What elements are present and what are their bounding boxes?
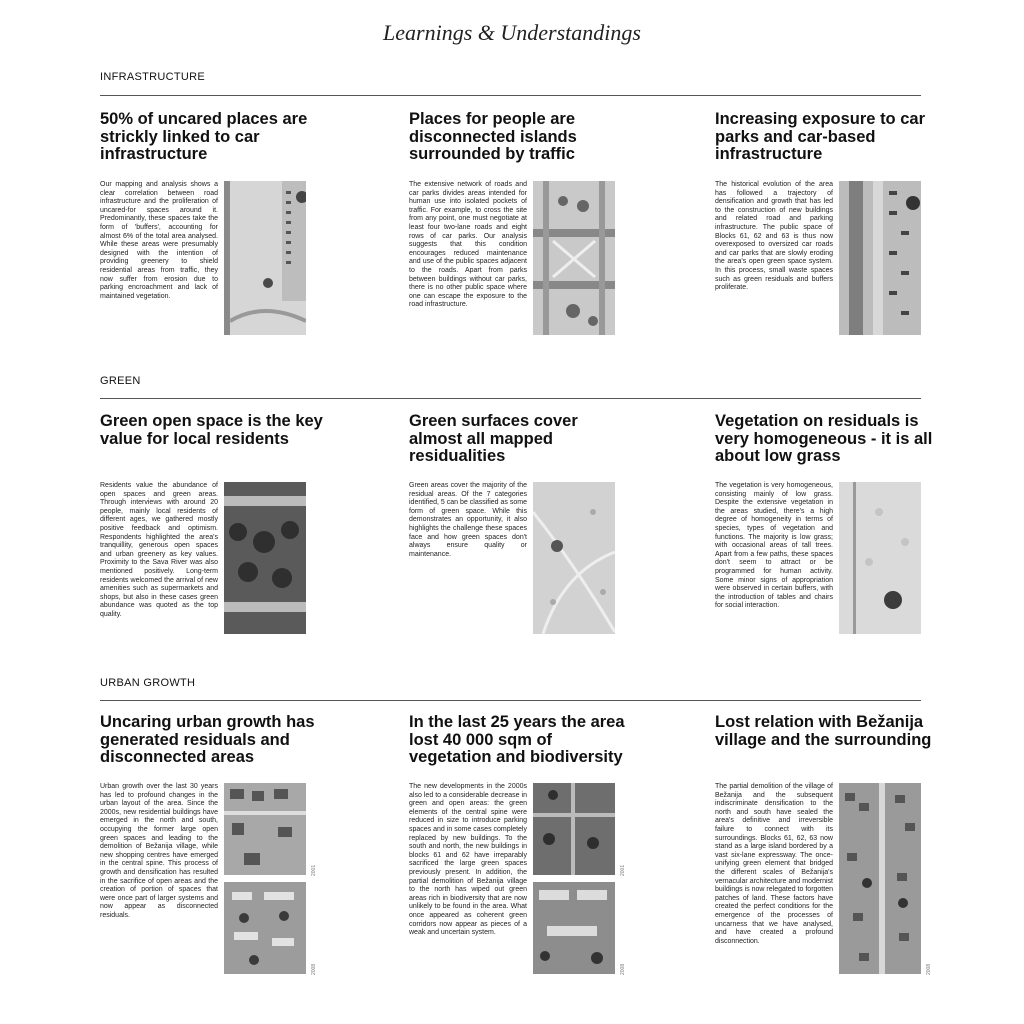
- section-label-urban-growth: URBAN GROWTH: [100, 677, 196, 689]
- year-label: 2008: [926, 963, 932, 975]
- section-label-green: GREEN: [100, 375, 141, 387]
- card-heading: Increasing exposure to car parks and car-based infrastructure: [715, 110, 925, 163]
- aerial-photo: [839, 482, 921, 634]
- aerial-photo: [839, 181, 921, 335]
- aerial-photo: [224, 482, 306, 634]
- year-label: 2001: [311, 864, 317, 876]
- page-title: Learnings & Understandings: [383, 20, 641, 45]
- aerial-photo: [533, 181, 615, 335]
- card-body: Urban growth over the last 30 years has led to profound changes in the urban layout of the area. Since the 2000s, new residential buildings have emerged in the north and south, occupying the former large open green spaces and leading to the demolition of Bežanija village, while new shopping centres have emerged in the central spine. This process of growth and densification has resulted in the sacrifice of open areas and the creation of portion of spaces that were once part of larger systems and now appear as disconnected residuals.: [100, 783, 218, 919]
- aerial-photo: [224, 181, 306, 335]
- card-heading: Uncaring urban growth has generated residuals and disconnected areas: [100, 713, 315, 766]
- card-body: The vegetation is very homogeneous, consisting mainly of low grass. Despite the extensive vegetation in the areas studied, there's a high degree of homogeneity in terms of species, types of vegetation and functions. The majority is low grass; with occasional areas of tall trees. Apart from a few paths, these spaces don't seem to attract or be programmed for human activity. Some minor signs of appropriation were observed in certain buffers, with the introduction of tables and chairs for social interaction.: [715, 482, 833, 610]
- card-heading: Lost relation with Bežanija village and the surrounding: [715, 713, 932, 749]
- card-body: Our mapping and analysis shows a clear correlation between road infrastructure and the proliferation of uncared-for spaces around it. Predominantly, these spaces take the form of 'buffers', accounting for almost 6% of the total area analysed. While these areas were presumably designed with the intention of providing greenery to shield residential areas from traffic, they now suffer from erosion due to parking encroachment and lack of maintained vegetation.: [100, 181, 218, 300]
- card-body: The new developments in the 2000s also led to a considerable decrease in green and open areas: the green elements of the central spine were reduced in size to introduce parking spaces and in some cases completely replaced by new buildings. To the south and north, the new buildings in blocks 61 and 62 have irreparably sacrificed the large green spaces previously present. In addition, the partial demolition of Bežanija village to the north has wiped out green areas rich in biodiversity that are now unlikely to be found in the area. What once appeared as coherent green corridors now appear as pieces of a weak and uncertain system.: [409, 783, 527, 937]
- year-label: 2008: [311, 963, 317, 975]
- card-heading: In the last 25 years the area lost 40 000 sqm of vegetation and biodiversity: [409, 713, 625, 766]
- year-label: 2001: [620, 864, 626, 876]
- aerial-photo-2001: [224, 783, 306, 875]
- card-body: Residents value the abundance of open spaces and green areas. Through interviews with around 20 people, mainly local residents of different ages, we gathered mostly positive feedback and optimism. Respondents highlighted the area's tranquillity, generous open spaces and urban greenery as key values. Proximity to the Sava River was also mentioned positively. Long-term residents welcomed the arrival of new amenities such as supermarkets and shops, but also in these cases green abundance was quoted as the top quality.: [100, 482, 218, 618]
- card-heading: 50% of uncared places are strickly linked to car infrastructure: [100, 110, 308, 163]
- section-label-infrastructure: INFRASTRUCTURE: [100, 71, 206, 83]
- section-divider: [100, 95, 921, 96]
- card-body: Green areas cover the majority of the residual areas. Of the 7 categories identified, 5 can be classified as some form of green space. While this demonstrates an opportunity, it also highlights the challenge these spaces face and how green spaces don't always ensure quality or maintenance.: [409, 482, 527, 558]
- year-label: 2008: [620, 963, 626, 975]
- aerial-photo-2008: [533, 882, 615, 974]
- card-body: The partial demolition of the village of Bežanija and the subsequent indiscriminate densification to the north and south have sealed the area's definitive and irreversible failure to connect with its surroundings. Blocks 61, 62, 63 now stand as a large island bordered by a vast six-lane expressway. The once-unifying green element that bridged the different scales of Bežanija's vernacular architecture and modernist buildings is now relegated to forgotten patches of land. These factors have created the perfect conditions for the emergence of the processes of uncarness that we have analysed, and have created a profound disconnection.: [715, 783, 833, 945]
- card-heading: Places for people are disconnected islands surrounded by traffic: [409, 110, 577, 163]
- aerial-photo: [533, 482, 615, 634]
- card-heading: Green surfaces cover almost all mapped residualities: [409, 412, 578, 465]
- card-heading: Vegetation on residuals is very homogeneous - it is all about low grass: [715, 412, 933, 465]
- aerial-photo-2008: [224, 882, 306, 974]
- card-body: The extensive network of roads and car parks divides areas intended for human use into isolated pockets of traffic. For example, to cross the site from any point, one must negotiate at least four two-lane roads and eight rows of car parks. Our analysis suggests that this condition encourages reduced maintenance and use of the public spaces adjacent to the roads. Apart from parks between buildings without car parks, there is no other public space where one can escape the exposure to the road infrastructure.: [409, 181, 527, 309]
- card-body: The historical evolution of the area has followed a trajectory of densification and growth that has led to the construction of new buildings and related road and parking infrastructure. The public space of Blocks 61, 62 and 63 is thus now overexposed to oversized car roads and car parks that are slowly eroding the area's open green space system. In this process, small waste spaces such as green residuals and buffers proliferate.: [715, 181, 833, 292]
- aerial-photo-2001: [533, 783, 615, 875]
- aerial-photo-2008: [839, 783, 921, 974]
- card-heading: Green open space is the key value for local residents: [100, 412, 323, 448]
- section-divider: [100, 398, 921, 399]
- section-divider: [100, 700, 921, 701]
